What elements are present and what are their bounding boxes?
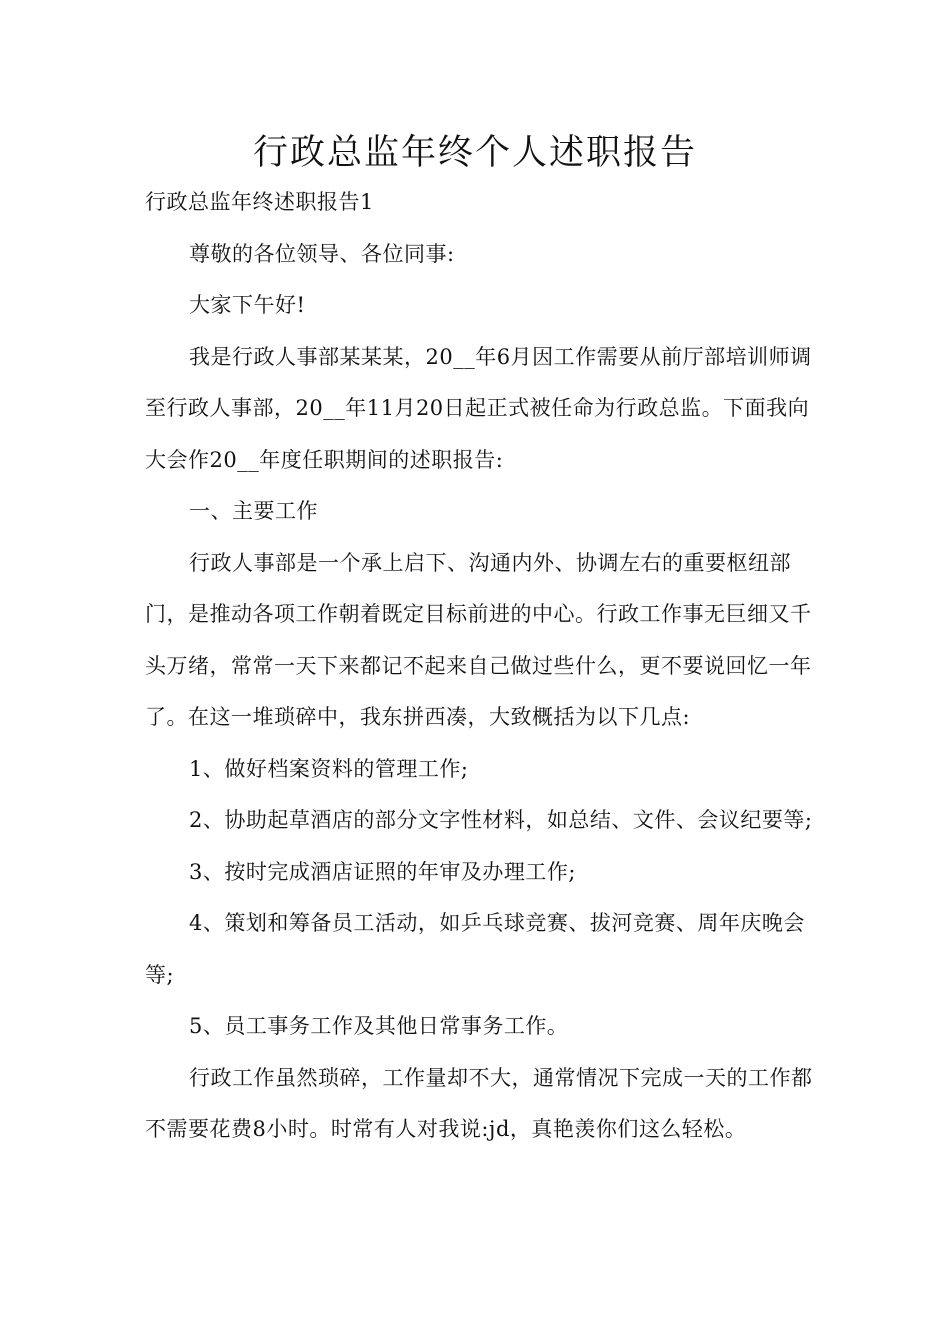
list-item: 3、按时完成酒店证照的年审及办理工作; — [189, 859, 576, 884]
document-body — [145, 177, 825, 1156]
section-intro-paragraph: 行政人事部是一个承上启下、沟通内外、协调左右的重要枢纽部门，是推动各项工作朝着既定目标前进的中心。行政工作事无巨细又千头万绪，常常一天下来都记不起来自己做过些什么，更不要说回忆一年了。在这一堆琐碎中，我东拼西凑，大致概括为以下几点: — [145, 550, 812, 729]
intro-paragraph: 我是行政人事部某某某，20__年6月因工作需要从前厅部培训师调至行政人事部，20__年11月20日起正式被任命为行政总监。下面我向大会作20__年度任职期间的述职报告: — [145, 344, 812, 472]
document-subtitle: 行政总监年终述职报告1 — [145, 190, 374, 214]
list-item: 2、协助起草酒店的部分文字性材料，如总结、文件、会议纪要等; — [189, 808, 813, 832]
section-heading: 一、主要工作 — [189, 499, 318, 523]
document-title: 行政总监年终个人述职报告 — [252, 133, 697, 173]
list-item: 5、员工事务工作及其他日常事务工作。 — [189, 1014, 569, 1038]
list-item: 1、做好档案资料的管理工作; — [189, 756, 469, 781]
salutation: 尊敬的各位领导、各位同事: — [189, 241, 455, 266]
greeting: 大家下午好! — [189, 293, 306, 317]
list-item: 4、策划和筹备员工活动，如乒乓球竞赛、拔河竞赛、周年庆晚会等; — [145, 911, 805, 987]
closing-paragraph: 行政工作虽然琐碎，工作量却不大，通常情况下完成一天的工作都不需要花费8小时。时常有人对我说:jd，真艳羡你们这么轻松。 — [145, 1065, 813, 1141]
